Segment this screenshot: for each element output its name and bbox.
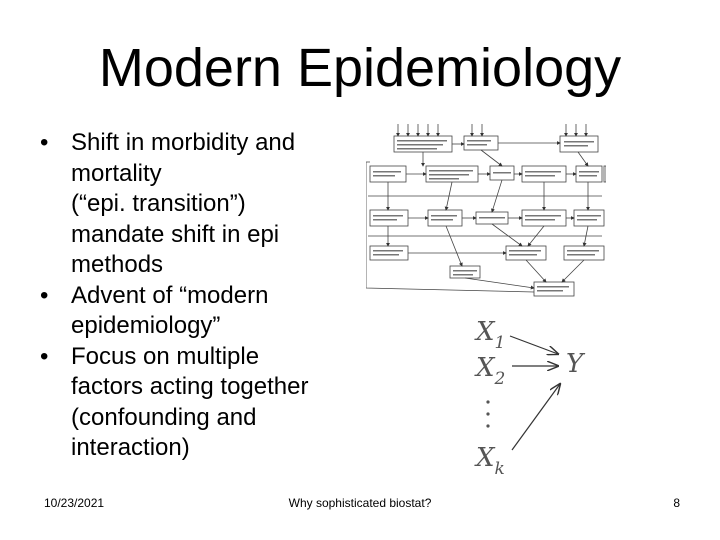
bullet-line: Advent of “modern (71, 281, 269, 309)
bullet-line: mandate shift in epi (71, 220, 280, 248)
bullet-item (40, 281, 370, 342)
bullet-line: Shift in morbidity and (71, 129, 296, 156)
slide-title: Modern Epidemiology (98, 38, 622, 98)
bullet-line: (confounding and (71, 403, 257, 431)
footer-title: Why sophisticated biostat? (288, 496, 432, 510)
bullet-line: methods (71, 251, 164, 278)
bullet-line: factors acting together (71, 373, 309, 400)
bullet-dot: • (40, 281, 49, 309)
arrow-xk-y (512, 384, 560, 450)
bullet-line: Focus on multiple (71, 342, 260, 370)
bullet-line: mortality (71, 159, 162, 187)
bullet-item (40, 342, 370, 464)
slide-number: 8 (673, 496, 680, 510)
bullet-list (40, 128, 370, 464)
arrow-x1-y (510, 336, 558, 354)
xk-label: $X_k$ (476, 443, 505, 479)
bullet-line: epidemiology” (71, 312, 221, 339)
causal-web-diagram (366, 122, 606, 302)
bullet-item (40, 128, 370, 281)
y-label: Y (566, 349, 584, 379)
bullet-line: interaction) (71, 434, 190, 461)
footer-date: 10/23/2021 (44, 496, 105, 510)
x2-label: $X_2$ (476, 353, 506, 389)
ellipsis-dots (486, 400, 489, 427)
x1-label: $X_1$ (476, 317, 506, 353)
bullet-dot: • (40, 342, 49, 370)
bullet-line: (“epi. transition”) (71, 190, 246, 217)
bullet-dot: • (40, 129, 49, 156)
multifactor-model-diagram (470, 310, 620, 480)
